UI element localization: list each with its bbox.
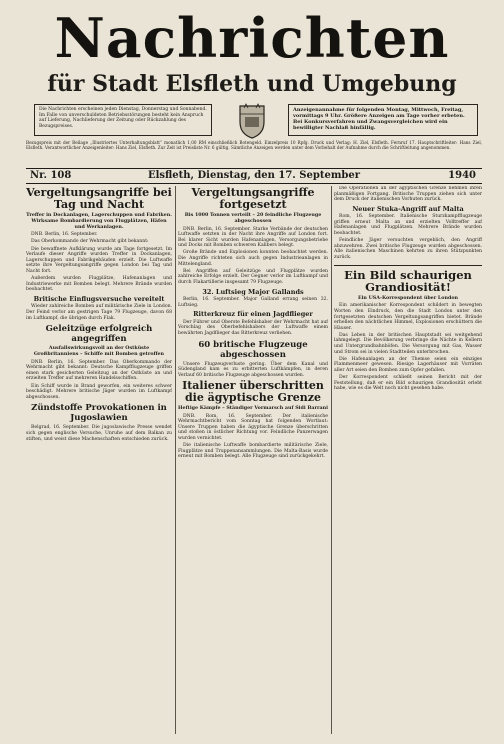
article-headline: Vergeltungsangriffe fortgesetzt bbox=[191, 186, 315, 211]
article-headline: Geleitzüge erfolgreich angegriffen bbox=[45, 324, 153, 345]
advertising-notice: Anzeigenannahme für folgenden Montag, Mittwoch, Freitag, vormittags 9 Uhr. Größere Anzeigen am Tage vorher erbeten. Bei Konkursverfahren und Zwangsvergleichen wird ein bewilligter Nachlaß hinfällig. bbox=[288, 104, 478, 136]
article-paragraph: Die italienische Luftwaffe bombardierte militärische Ziele, Flugplätze und Truppenansammlungen. Die Malta-Basis wurde erneut mit Bomben belegt. Alle Flugzeuge sind zurückgekehrt. bbox=[178, 443, 328, 460]
article-paragraph: Belgrad, 16. September. Die jugoslawische Presse wendet sich gegen englische Versuche, Unruhe auf dem Balkan zu stiften, und weist diese Machenschaften entschieden zurück. bbox=[26, 425, 172, 442]
article-paragraph: Das Leben in der britischen Hauptstadt sei weitgehend lahmgelegt. Die Bevölkerung verbringe die Nächte in Kellern und Untergrundbahnhöfen. Die Versorgung mit Gas, Wasser und Strom sei in vielen Stadtteilen unterbrochen. bbox=[334, 332, 482, 355]
masthead-subtitle: für Stadt Elsfleth und Umgebung bbox=[47, 71, 457, 97]
article-headline: Neuer Stuka-Angriff auf Malta bbox=[352, 204, 464, 213]
article-paragraph: DNB. Berlin, 16. September. Starke Verbände der deutschen Luftwaffe setzten in der Nacht ihre Angriffe auf London fort. Bei klarer Sicht wurden Hafenanlagen, Versorgungsbetriebe und Docks mit Bomben schweren Kalibers belegt. bbox=[178, 226, 328, 249]
article-paragraph: DNB. Berlin, 16. September. bbox=[31, 232, 98, 238]
article-paragraph: Ein amerikanischer Korrespondent schildert in bewegten Worten den Eindruck, den die Stadt London unter den fortgesetzten deutschen Vergeltungsangriffen bietet. Brände erhellen den nächtlichen Himmel, Explosionen erschüttern die Häuser. bbox=[334, 303, 482, 331]
issue-number: Nr. 108 bbox=[30, 170, 72, 181]
article-paragraph: Wieder zahlreiche Bomben auf militärische Ziele in London. Der Feind verlor am gestrigen Tage 79 Flugzeuge, davon 68 im Luftkampf, die übrigen durch Flak. bbox=[26, 304, 172, 321]
article-headline: Vergeltungsangriffe bei Tag und Nacht bbox=[26, 186, 172, 211]
article-headline: Italiener überschritten die ägyptische Grenze bbox=[182, 378, 324, 404]
article-subheadline: Ausfallswirkungsvoll an der Ostküste Großbritanniens – Schiffe mit Bomben getroffen bbox=[33, 345, 165, 357]
article-paragraph: Berlin, 16. September. Major Galland errang seinen 32. Luftsieg. bbox=[178, 297, 328, 308]
article-headline: 60 britische Flugzeuge abgeschossen bbox=[198, 339, 308, 360]
town-crest-icon bbox=[232, 100, 272, 140]
article-paragraph: Unsere Flugzeugverluste gering. Über dem Kanal und Südengland kam es zu erbitterten Luftkämpfen, in deren Verlauf 60 britische Flugzeuge abgeschossen wurden. bbox=[178, 361, 328, 378]
column-1 bbox=[26, 186, 172, 734]
article-paragraph: Rom, 16. September. Italienische Sturzkampfflugzeuge griffen erneut Malta an und erzielten Volltreffer auf Hafenanlagen und Flugplätzen. Mehrere Brände wurden beobachtet. bbox=[334, 214, 482, 237]
article-paragraph: Ein Schiff wurde in Brand geworfen, ein weiteres schwer beschädigt. Mehrere britische Jäger wurden im Luftkampf abgeschossen. bbox=[26, 383, 172, 400]
article-headline: Zündstoffe Provokationen in Jugoslawien bbox=[31, 403, 167, 424]
column-divider bbox=[175, 186, 176, 734]
place-date: Elsfleth, Dienstag, den 17. September bbox=[147, 170, 361, 181]
subscription-notice: Die Nachrichten erscheinen jeden Dienstag, Donnerstag und Sonnabend. Im Falle von unverschuldeten Betriebsstörungen besteht kein Anspruch auf Lieferung, Nachlieferung der Zeitung oder Rückzahlung des Bezugspreises. bbox=[34, 104, 212, 136]
article-paragraph: Außerdem wurden Flugplätze, Hafenanlagen und Industriewerke mit Bomben belegt. Mehrere Brände wurden beobachtet. bbox=[26, 276, 172, 293]
article-paragraph: Bei Angriffen auf Geleitzüge und Flugplätze wurden zahlreiche Erfolge erzielt. Der Gegner verlor im Luftkampf und durch Flakartillerie insgesamt 79 Flugzeuge. bbox=[178, 268, 328, 285]
issue-year: 1940 bbox=[448, 170, 476, 181]
article-paragraph: Der Korrespondent schließt seinen Bericht mit der Feststellung, daß er ein Bild schaurigen Grandiosität erlebt habe, wie es die Welt noch nicht gesehen habe. bbox=[334, 374, 482, 392]
article-paragraph: DNB. Rom, 16. September. Der italienische Wehrmachtbericht vom Sonntag hat folgenden Wortlaut: Unsere Truppen haben die ägyptische Grenze überschritten und stoßen in östlicher Richtung vor. Feindliche Panzerwagen wurden vernichtet. bbox=[178, 413, 328, 441]
article-paragraph: Große Brände und Explosionen konnten beobachtet werden. Die Angriffe richteten sich auch gegen Industrieanlagen in Mittelengland. bbox=[178, 250, 328, 267]
article-paragraph: DNB. Berlin, 16. September. Das Oberkommando der Wehrmacht gibt bekannt: Deutsche Kampfflugzeuge griffen einen stark gesicherten Geleitzug an der Ostküste an und erzielten Treffer auf mehreren Handelsschiffen. bbox=[26, 359, 172, 382]
date-bar bbox=[26, 168, 482, 184]
article-paragraph: Der Führer und Oberste Befehlshaber der Wehrmacht hat auf Vorschlag des Oberbefehlshabers der Luftwaffe einem bewährten Jagdflieger das Ritterkreuz verliehen. bbox=[178, 319, 328, 336]
article-subheadline: Treffer in Dockanlagen, Lagerschuppen und Fabriken. Wirksame Bombardierung von Flugplätzen, Häfen und Werkanlagen. bbox=[26, 212, 172, 230]
column-2 bbox=[178, 186, 328, 734]
article-paragraph: Die Hafenanlagen an der Themse seien ein einziges Flammenmeer gewesen. Riesige Lagerhäuser mit Vorräten aller Art seien den Bomben zum Opfer gefallen. bbox=[334, 356, 482, 373]
publisher-info: Bezugspreis mit der Beilage „Illustriertes Unterhaltungsblatt“ monatlich 1,00 RM einschließlich Botengeld. Einzelpreis 10 Rpfg. Druck und Verlag: H. Ziel, Elsfleth. Fernruf 17. Hauptschriftleiter: Hans Ziel, Elsfleth. Verantwortlicher Anzeigenleiter: Hans Ziel, Elsfleth. Zur Zeit ist Preisliste Nr. 6 gültig. Sämtliche Anzeigen werden unter dem Vorbehalt der Aufnahme durch die Schriftleitung angenommen. bbox=[26, 140, 482, 150]
feature-headline: Ein Bild schaurigen Grandiosität! bbox=[334, 265, 482, 294]
column-divider bbox=[331, 186, 332, 734]
article-paragraph: Die Operationen an der ägyptischen Grenze nehmen ihren planmäßigen Fortgang. Britische Truppen ziehen sich unter dem Druck der italienischen Vorhuten zurück. bbox=[334, 186, 482, 203]
article-headline: Ritterkreuz für einen Jagdflieger bbox=[193, 310, 313, 319]
article-headline: 32. Luftsieg Major Gallands bbox=[202, 287, 304, 296]
article-headline: Britische Einflugsversuche vereitelt bbox=[33, 294, 165, 303]
article-subheadline: Ein USA-Korrespondent über London bbox=[357, 294, 459, 301]
article-subheadline: Heftige Kämpfe – Ständiger Vormarsch auf Sidi Barrani bbox=[178, 404, 328, 411]
article-subheadline: Bis 1000 Tonnen verteilt – 20 feindliche Flugzeuge abgeschossen bbox=[184, 212, 322, 224]
article-paragraph: Die bewaffnete Aufklärung wurde am Tage fortgesetzt. Im Verlaufe dieser Angriffe wurden Treffer in Dockanlagen, Lagerschuppen und Fabrikgebäuden erzielt. Die Luftwaffe setzte ihre Vergeltungsangriffe gegen London bei Tag und Nacht fort. bbox=[26, 246, 172, 274]
article-paragraph: Das Oberkommando der Wehrmacht gibt bekannt: bbox=[31, 239, 149, 245]
masthead-title: Nachrichten bbox=[54, 6, 450, 70]
article-paragraph: Feindliche Jäger versuchten vergeblich, den Angriff abzuwehren. Zwei britische Flugzeuge wurden abgeschossen. Alle italienischen Maschinen kehrten zu ihren Stützpunkten zurück. bbox=[334, 238, 482, 260]
column-3 bbox=[334, 186, 482, 734]
